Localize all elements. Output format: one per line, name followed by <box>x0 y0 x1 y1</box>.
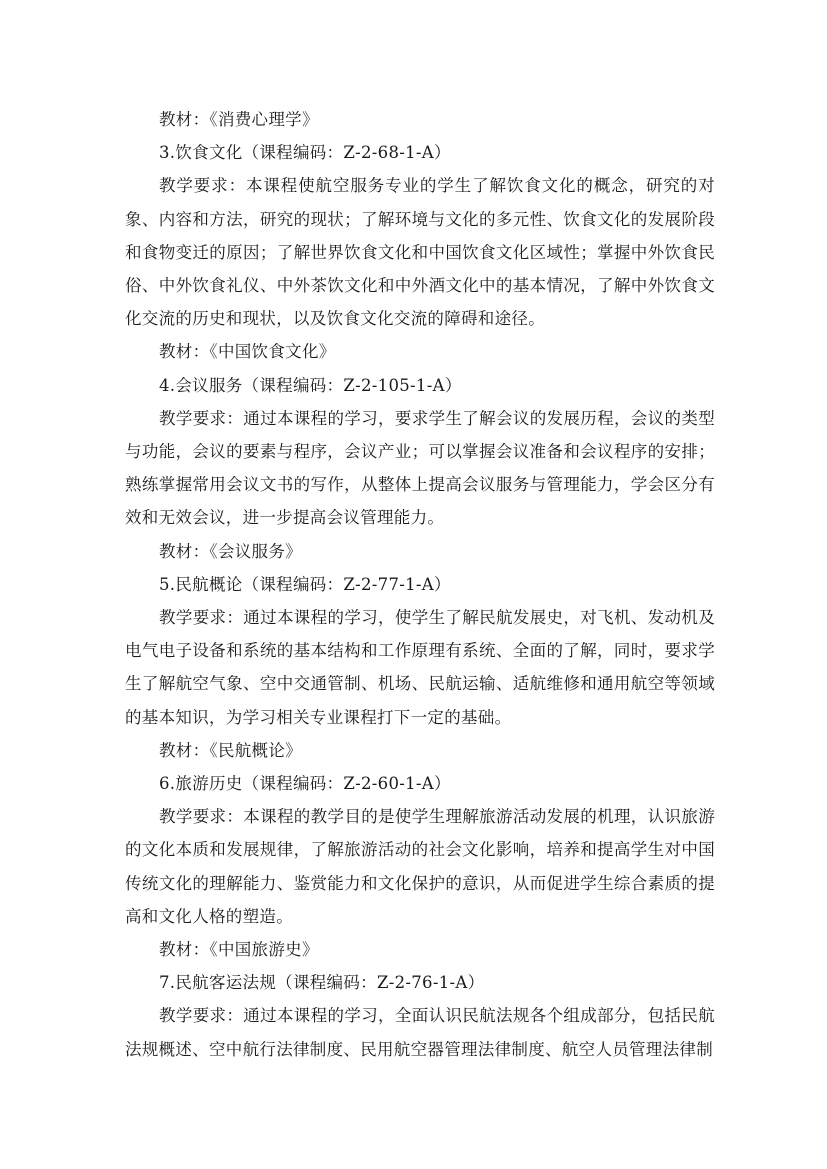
course-heading: 3.饮食文化（课程编码：Z-2-68-1-A） <box>159 143 451 163</box>
course-requirement: 教学要求：通过本课程的学习，全面认识民航法规各个组成部分，包括民航法规概述、空中航行法律制度、民用航空器管理法律制度、航空人员管理法律制 <box>125 1006 715 1059</box>
document-body <box>125 103 715 1066</box>
textbook-line: 教材：《民航概论》 <box>159 740 302 760</box>
course-requirement: 教学要求：本课程使航空服务专业的学生了解饮食文化的概念，研究的对象、内容和方法，研究的现状；了解环境与文化的多元性、饮食文化的发展阶段和食物变迁的原因；了解世界饮食文化和中国饮食文化区域性；掌握中外饮食民俗、中外饮食礼仪、中外茶饮文化和中外酒文化中的基本情况，了解中外饮食文化交流的历史和现状，以及饮食文化交流的障碍和途径。 <box>125 176 715 329</box>
textbook-line: 教材：《中国饮食文化》 <box>159 342 336 362</box>
textbook-line: 教材：《消费心理学》 <box>159 110 319 129</box>
course-requirement: 教学要求：本课程的教学目的是使学生理解旅游活动发展的机理，认识旅游的文化本质和发展规律，了解旅游活动的社会文化影响，培养和提高学生对中国传统文化的理解能力、鉴赏能力和文化保护的意识，从而促进学生综合素质的提高和文化人格的塑造。 <box>125 807 715 926</box>
course-heading: 5.民航概论（课程编码：Z-2-77-1-A） <box>159 574 451 594</box>
textbook-line: 教材：《会议服务》 <box>159 541 302 561</box>
course-heading: 4.会议服务（课程编码：Z-2-105-1-A） <box>159 375 462 395</box>
course-requirement: 教学要求：通过本课程的学习，要求学生了解会议的发展历程，会议的类型与功能，会议的要素与程序，会议产业；可以掌握会议准备和会议程序的安排；熟练掌握常用会议文书的写作，从整体上提高会议服务与管理能力，学会区分有效和无效会议，进一步提高会议管理能力。 <box>125 408 715 528</box>
course-heading: 6.旅游历史（课程编码：Z-2-60-1-A） <box>159 774 451 794</box>
course-heading: 7.民航客运法规（课程编码：Z-2-76-1-A） <box>159 973 485 993</box>
textbook-line: 教材：《中国旅游史》 <box>159 940 319 960</box>
course-requirement: 教学要求：通过本课程的学习，使学生了解民航发展史，对飞机、发动机及电气电子设备和系统的基本结构和工作原理有系统、全面的了解，同时，要求学生了解航空气象、空中交通管制、机场、民航运输、适航维修和通用航空等领域的基本知识，为学习相关专业课程打下一定的基础。 <box>125 608 715 727</box>
